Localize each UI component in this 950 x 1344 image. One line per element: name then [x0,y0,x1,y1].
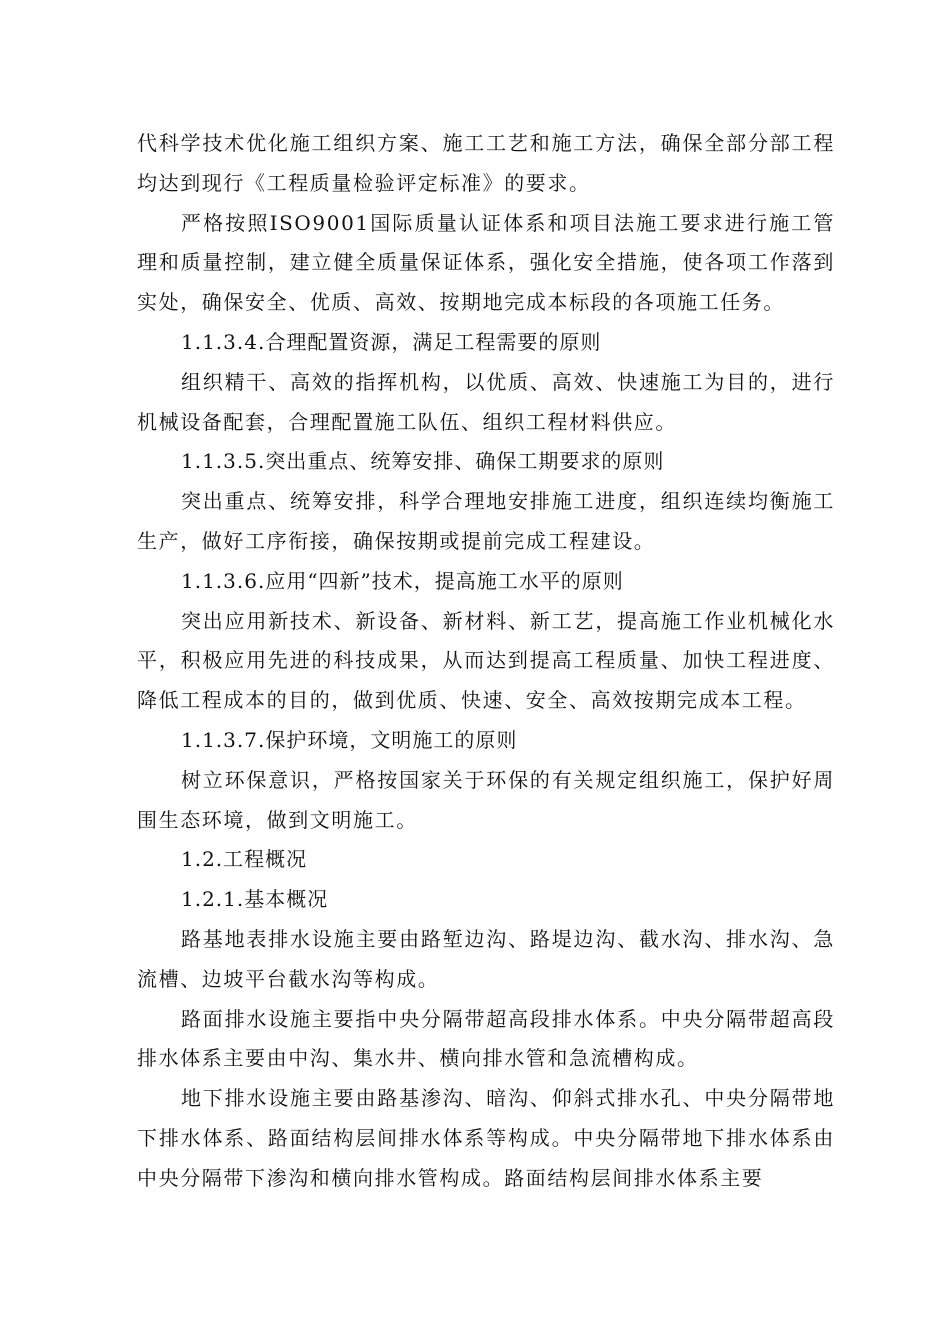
body-paragraph: 代科学技术优化施工组织方案、施工工艺和施工方法，确保全部分部工程均达到现行《工程质量检验评定标准》的要求。 [137,131,835,195]
section-heading: 1.1.3.6.应用“四新”技术，提高施工水平的原则 [181,568,624,593]
section-heading: 1.1.3.5.突出重点、统筹安排、确保工期要求的原则 [181,449,665,474]
section-heading: 1.1.3.4.合理配置资源，满足工程需要的原则 [181,329,602,354]
body-paragraph: 突出重点、统筹安排，科学合理地安排施工进度，组织连续均衡施工生产，做好工序衔接，确保按期或提前完成工程建设。 [137,489,835,553]
body-paragraph: 突出应用新技术、新设备、新材料、新工艺，提高施工作业机械化水平，积极应用先进的科技成果，从而达到提高工程质量、加快工程进度、降低工程成本的目的，做到优质、快速、安全、高效按期完成本工程。 [137,608,835,713]
section-heading: 1.2.1.基本概况 [181,887,329,912]
section-heading: 1.1.3.7.保护环境，文明施工的原则 [181,727,518,752]
body-paragraph: 组织精干、高效的指挥机构，以优质、高效、快速施工为目的，进行机械设备配套，合理配置施工队伍、组织工程材料供应。 [137,369,835,434]
document-page [137,124,835,1199]
body-paragraph: 地下排水设施主要由路基渗沟、暗沟、仰斜式排水孔、中央分隔带地下排水体系、路面结构层间排水体系等构成。中央分隔带地下排水体系由中央分隔带下渗沟和横向排水管构成。路面结构层间排水体系主要 [137,1086,835,1190]
body-paragraph: 树立环保意识，严格按国家关于环保的有关规定组织施工，保护好周围生态环境，做到文明施工。 [137,767,835,832]
body-paragraph: 严格按照ISO9001国际质量认证体系和项目法施工要求进行施工管理和质量控制，建立健全质量保证体系，强化安全措施，使各项工作落到实处，确保安全、优质、高效、按期地完成本标段的各项施工任务。 [137,210,835,315]
body-paragraph: 路基地表排水设施主要由路堑边沟、路堤边沟、截水沟、排水沟、急流槽、边坡平台截水沟等构成。 [137,926,835,991]
section-heading: 1.2.工程概况 [181,847,308,872]
body-paragraph: 路面排水设施主要指中央分隔带超高段排水体系。中央分隔带超高段排水体系主要由中沟、集水井、横向排水管和急流槽构成。 [137,1006,835,1071]
